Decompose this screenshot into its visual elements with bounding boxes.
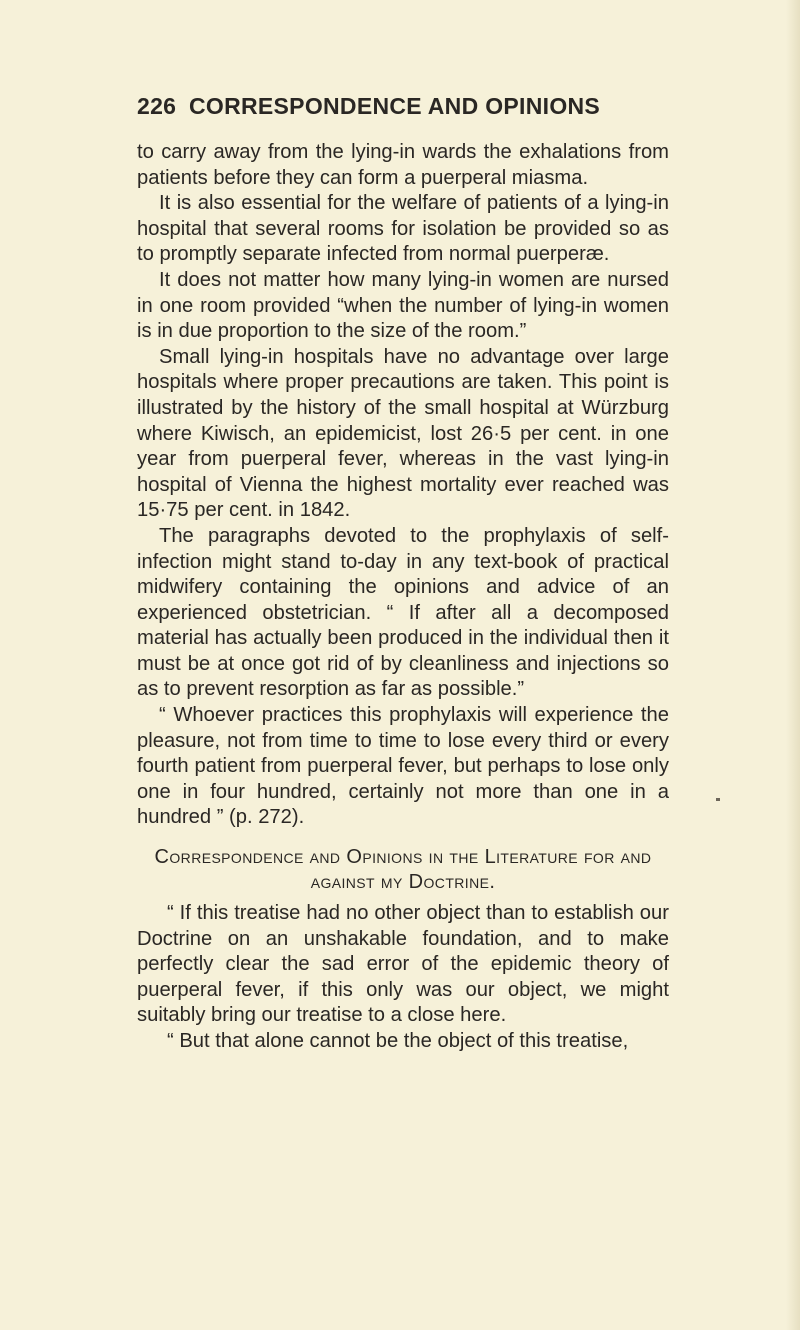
paragraph-prophylaxis: The paragraphs devoted to the prophylaxis of self-infection might stand to-day in any text-book of practical midwifery containing the opinions and advice of an experienced obstetrician. “ If after all a decomposed material has actually been produced in the individual then it must be at once got rid of by cleanliness and injections so as to prevent resorption as far as possible.” (137, 524, 669, 701)
body-text (137, 140, 669, 1055)
running-title: CORRESPONDENCE AND OPINIONS (188, 93, 601, 119)
paragraph-isolation-rooms: It is also essential for the welfare of patients of a lying-in hospital that several rooms for isolation be provided so as to promptly separate infected from normal puerperæ. (137, 192, 669, 266)
running-header (137, 93, 600, 120)
paragraph-whoever-practices: “ Whoever practices this prophylaxis will experience the pleasure, not from time to time to lose every third or every fourth patient from puerperal fever, but perhaps to lose only one in four hundred, certainly not more than one in a hundred ” (p. 272). (137, 704, 669, 829)
page-number: 226 (137, 93, 177, 119)
paragraph-room-size: It does not matter how many lying-in women are nursed in one room provided “when the number of lying-in women is in due proportion to the size of the room.” (137, 268, 669, 343)
paragraph-small-hospitals: Small lying-in hospitals have no advantage over large hospitals where proper precautions are taken. This point is illustrated by the history of the small hospital at Würzburg where Kiwisch, an epidemicist, lost 26·5 per cent. in one year from puerperal fever, whereas in the vast lying-in hospital of Vienna the highest mortality ever reached was 15·75 per cent. in 1842. (137, 345, 669, 522)
paragraph-but-that-alone: “ But that alone cannot be the object of this treatise, (167, 1030, 629, 1052)
section-heading: Correspondence and Opinions in the Literature for and against my Doctrine. (154, 846, 652, 894)
paragraph-treatise-object: “ If this treatise had no other object than to establish our Doctrine on an unshakable foundation, and to make perfectly clear the sad error of the epidemic theory of puerperal fever, if this only was our object, we might suitably bring our treatise to a close here. (137, 902, 669, 1027)
margin-mark (716, 798, 720, 801)
paragraph-continued: to carry away from the lying-in wards the exhalations from patients before they can form a puerperal miasma. (137, 141, 669, 189)
page-edge-shadow (786, 0, 800, 1330)
